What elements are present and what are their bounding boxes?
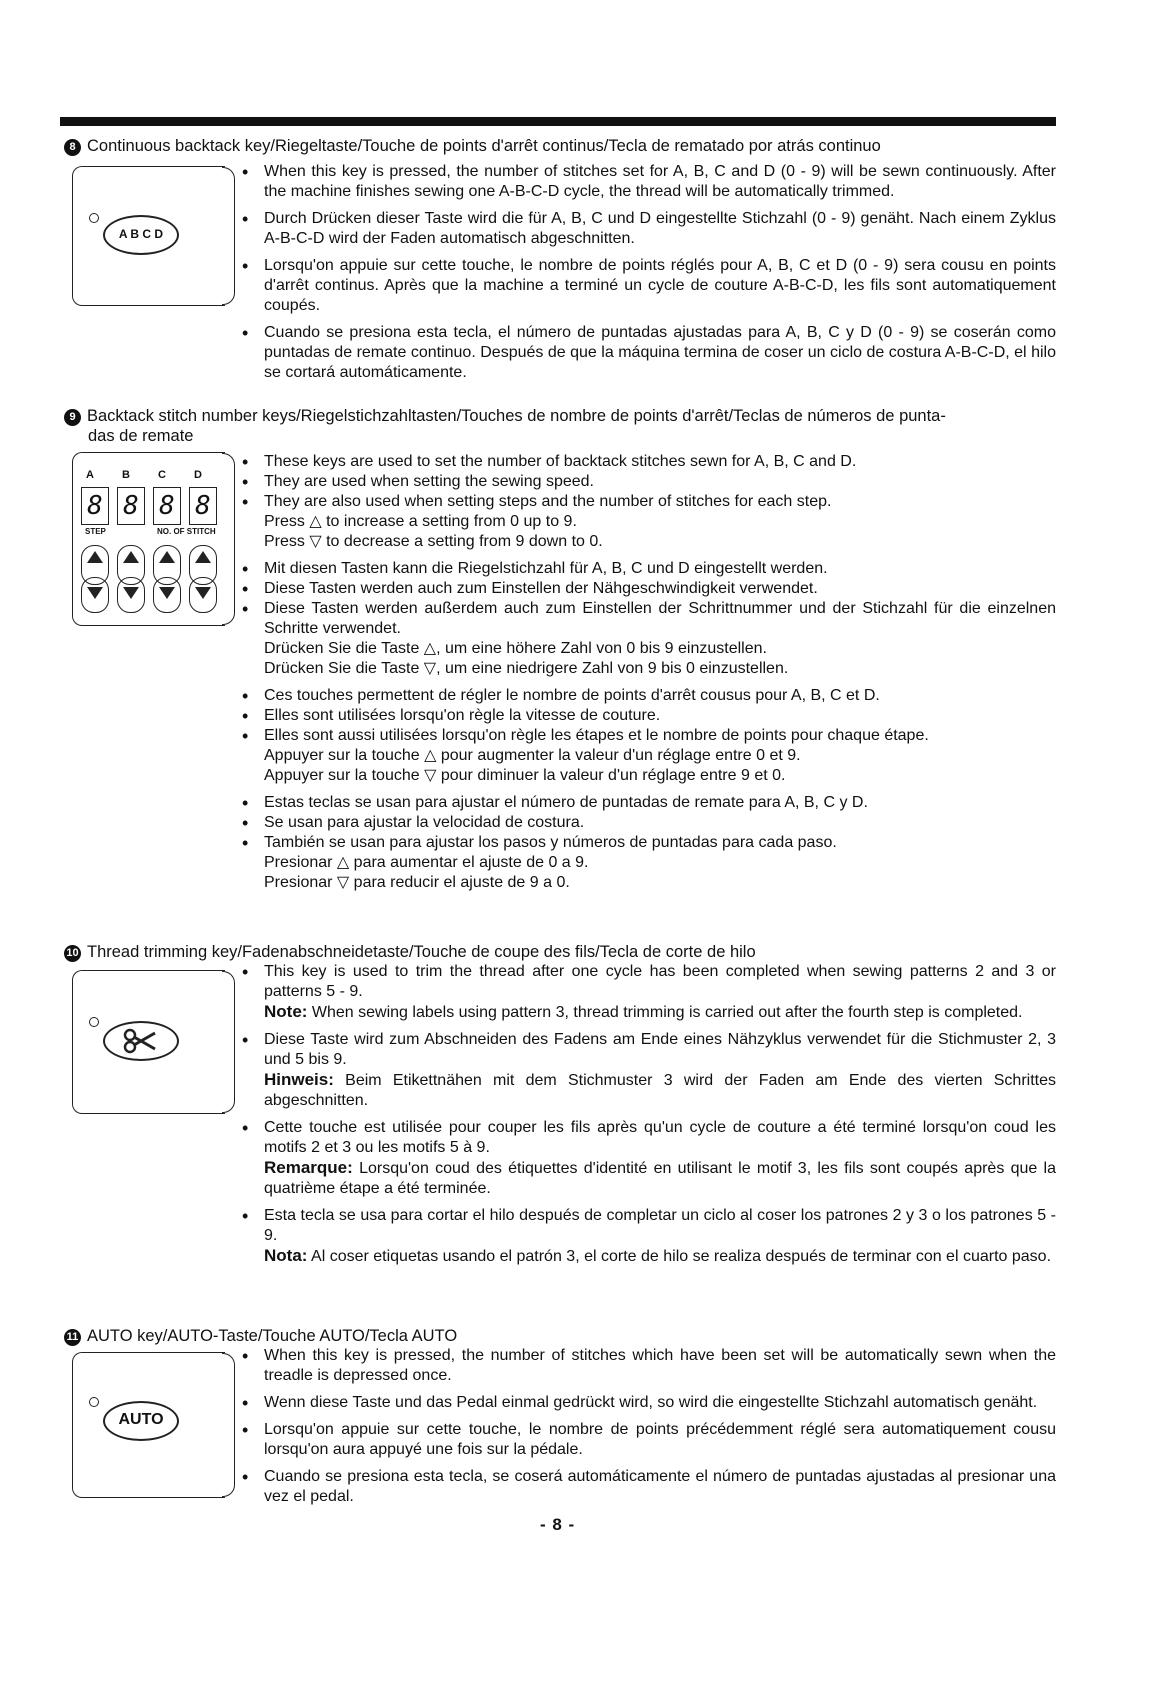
letter-b: B [122, 469, 130, 481]
text-de-sub-2: Drücken Sie die Taste ▽, um eine niedrigere Zahl von 9 bis 0 einzustellen. [264, 660, 789, 677]
letter-a: A [86, 469, 94, 481]
text-de: • Durch Drücken dieser Taste wird die für A, B, C und D eingestellte Stichzahl (0 - 9) genäht. Nach einem Zyklus A-B-C-D wird der Faden automatisch abgeschnitten. [248, 209, 1056, 249]
auto-key-label: AUTO [118, 1411, 164, 1428]
text-es: • Cuando se presiona esta tecla, el número de puntadas ajustadas para A, B, C y D (0 - 9) se coserán como puntadas de remate continuo. Después de que la máquina termina de coser un ciclo de costura A-B-C-D, el hilo se cortará automáticamente. [248, 323, 1056, 383]
backtack-number-keys-illustration [72, 452, 225, 626]
text-de: • Diese Taste wird zum Abschneiden des Fadens am Ende eines Nähzyklus verwendet für die Stichmuster 2, 3 und 5 bis 9. Hinweis: Beim Etikettnähen mit dem Stichmuster 3 wird der Faden am Ende des vierten Schrittes abgeschnitten. [248, 1030, 1056, 1111]
note-label: Hinweis: [264, 1070, 334, 1089]
indicator-led [89, 1397, 99, 1407]
continuous-backtack-key-illustration [72, 166, 225, 306]
text-es: • Cuando se presiona esta tecla, se coserá automáticamente el número de puntadas ajustadas al presionar una vez el pedal. [248, 1467, 1056, 1507]
indicator-led [89, 1017, 99, 1027]
page-number: - 8 - [540, 1515, 576, 1534]
section-text-continuous-backtack [248, 162, 1056, 390]
section-heading-continuous-backtack [64, 136, 881, 156]
text-es-1: • Estas teclas se usan para ajustar el número de puntadas de remate para A, B, C y D. [248, 793, 1056, 813]
text-es: • Esta tecla se usa para cortar el hilo después de completar un ciclo al coser los patrones 2 y 3 o los patrones 5 - 9. Nota: Al coser etiquetas usando el patrón 3, el corte de hilo se realiza después de terminar con el cuarto paso. [248, 1206, 1056, 1267]
digit-display-c: 8 [153, 487, 181, 525]
digit-display-b: 8 [117, 487, 145, 525]
section-number: 8 [64, 139, 81, 156]
letter-c: C [158, 469, 166, 481]
text-de-2: • Diese Tasten werden auch zum Einstellen der Nähgeschwindigkeit verwendet. [248, 579, 1056, 599]
text-fr-1: • Ces touches permettent de régler le nombre de points d'arrêt cousus pour A, B, C et D. [248, 686, 1056, 706]
text-en-sub-2: Press ▽ to decrease a setting from 9 down to 0. [264, 533, 603, 550]
down-key-icon [81, 577, 109, 613]
scissors-icon [103, 1021, 179, 1061]
text-fr-2: • Elles sont utilisées lorsqu'on règle la vitesse de couture. [248, 706, 1056, 726]
text-en-1: • These keys are used to set the number of backtack stitches sewn for A, B, C and D. [248, 452, 1056, 472]
down-key-icon [117, 577, 145, 613]
section-number: 11 [64, 1329, 81, 1346]
auto-key-illustration [72, 1352, 225, 1498]
digit-display-a: 8 [81, 487, 109, 525]
text-fr: • Cette touche est utilisée pour couper les fils après qu'un cycle de couture a été terminé lorsqu'on coud les motifs 2 et 3 ou les motifs 5 à 9. Remarque: Lorsqu'on coud des étiquettes d'identité en utilisant le motif 3, les fils sont coupés après que la quatrième étape a été terminée. [248, 1118, 1056, 1199]
text-es-3: • También se usan para ajustar los pasos y números de puntadas para cada paso. [248, 833, 1056, 853]
down-key-icon [153, 577, 181, 613]
text-fr-3: • Elles sont aussi utilisées lorsqu'on règle les étapes et le nombre de points pour chaque étape. [248, 726, 1056, 746]
section-number: 9 [64, 409, 81, 426]
thread-trimming-key-illustration [72, 970, 225, 1114]
section-title-continued: das de remate [88, 427, 194, 445]
section-heading-backtack-number-keys [64, 406, 1054, 446]
no-of-stitch-label: NO. OF STITCH [157, 527, 216, 536]
text-fr-sub-1: Appuyer sur la touche △ pour augmenter la valeur d'un réglage entre 0 et 9. [264, 747, 801, 764]
text-en: • When this key is pressed, the number of stitches which have been set will be automatically sewn when the treadle is depressed once. [248, 1346, 1056, 1386]
text-es-sub-2: Presionar ▽ para reducir el ajuste de 9 a 0. [264, 874, 570, 891]
section-text-thread-trimming [248, 962, 1056, 1274]
section-text-auto-key [248, 1346, 1056, 1514]
text-de-3: • Diese Tasten werden außerdem auch zum Einstellen der Schrittnummer und der Stichzahl für die einzelnen Schritte verwendet. [248, 599, 1056, 639]
note-label: Nota: [264, 1246, 308, 1265]
down-key-icon [189, 577, 217, 613]
section-heading-auto-key [64, 1326, 457, 1346]
note-label: Note: [264, 1002, 308, 1021]
text-en-sub-1: Press △ to increase a setting from 0 up to 9. [264, 513, 577, 530]
text-fr-sub-2: Appuyer sur la touche ▽ pour diminuer la valeur d'un réglage entre 9 et 0. [264, 767, 786, 784]
text-en-3: • They are also used when setting steps and the number of stitches for each step. [248, 492, 1056, 512]
step-label: STEP [85, 527, 106, 536]
digit-display-d: 8 [189, 487, 217, 525]
text-es-2: • Se usan para ajustar la velocidad de costura. [248, 813, 1056, 833]
top-rule [60, 117, 1056, 126]
section-text-backtack-number-keys [248, 452, 1056, 893]
note-label: Remarque: [264, 1158, 353, 1177]
text-en: • This key is used to trim the thread after one cycle has been completed when sewing patterns 2 and 3 or patterns 5 - 9. Note: When sewing labels using pattern 3, thread trimming is carried out after the fourth step is completed. [248, 962, 1056, 1023]
auto-key-icon [103, 1401, 179, 1441]
indicator-led [89, 213, 99, 223]
section-number: 10 [64, 945, 81, 962]
text-de: • Wenn diese Taste und das Pedal einmal gedrückt wird, so wird die eingestellte Stichzahl automatisch genäht. [248, 1393, 1056, 1413]
letter-d: D [194, 469, 202, 481]
text-fr: • Lorsqu'on appuie sur cette touche, le nombre de points réglés pour A, B, C et D (0 - 9) sera cousu en points d'arrêt continus. Après que la machine a terminé un cycle de couture A-B-C-D, les fils sont automatiquement coupés. [248, 256, 1056, 316]
continuous-backtack-key-icon [103, 215, 179, 255]
text-en: • When this key is pressed, the number of stitches set for A, B, C and D (0 - 9) will be sewn continuously. After the machine finishes sewing one A-B-C-D cycle, the thread will be automatically trimmed. [248, 162, 1056, 202]
section-title: Continuous backtack key/Riegeltaste/Touche de points d'arrêt continus/Tecla de rematado por atrás continuo [87, 137, 881, 155]
key-label: A B C D [118, 227, 164, 241]
text-de-sub-1: Drücken Sie die Taste △, um eine höhere Zahl von 0 bis 9 einzustellen. [264, 640, 767, 657]
text-es-sub-1: Presionar △ para aumentar el ajuste de 0 a 9. [264, 854, 589, 871]
section-heading-thread-trimming [64, 942, 756, 962]
text-fr: • Lorsqu'on appuie sur cette touche, le nombre de points précédemment réglé sera automatiquement cousu lorsqu'on aura appuyé une fois sur la pédale. [248, 1420, 1056, 1460]
section-title: AUTO key/AUTO-Taste/Touche AUTO/Tecla AUTO [87, 1327, 458, 1345]
section-title: Thread trimming key/Fadenabschneidetaste/Touche de coupe des fils/Tecla de corte de hilo [87, 943, 756, 961]
section-title: Backtack stitch number keys/Riegelstichzahltasten/Touches de nombre de points d'arrêt/Teclas de números de punta- [87, 407, 946, 425]
text-de-1: • Mit diesen Tasten kann die Riegelstichzahl für A, B, C und D eingestellt werden. [248, 559, 1056, 579]
text-en-2: • They are used when setting the sewing speed. [248, 472, 1056, 492]
